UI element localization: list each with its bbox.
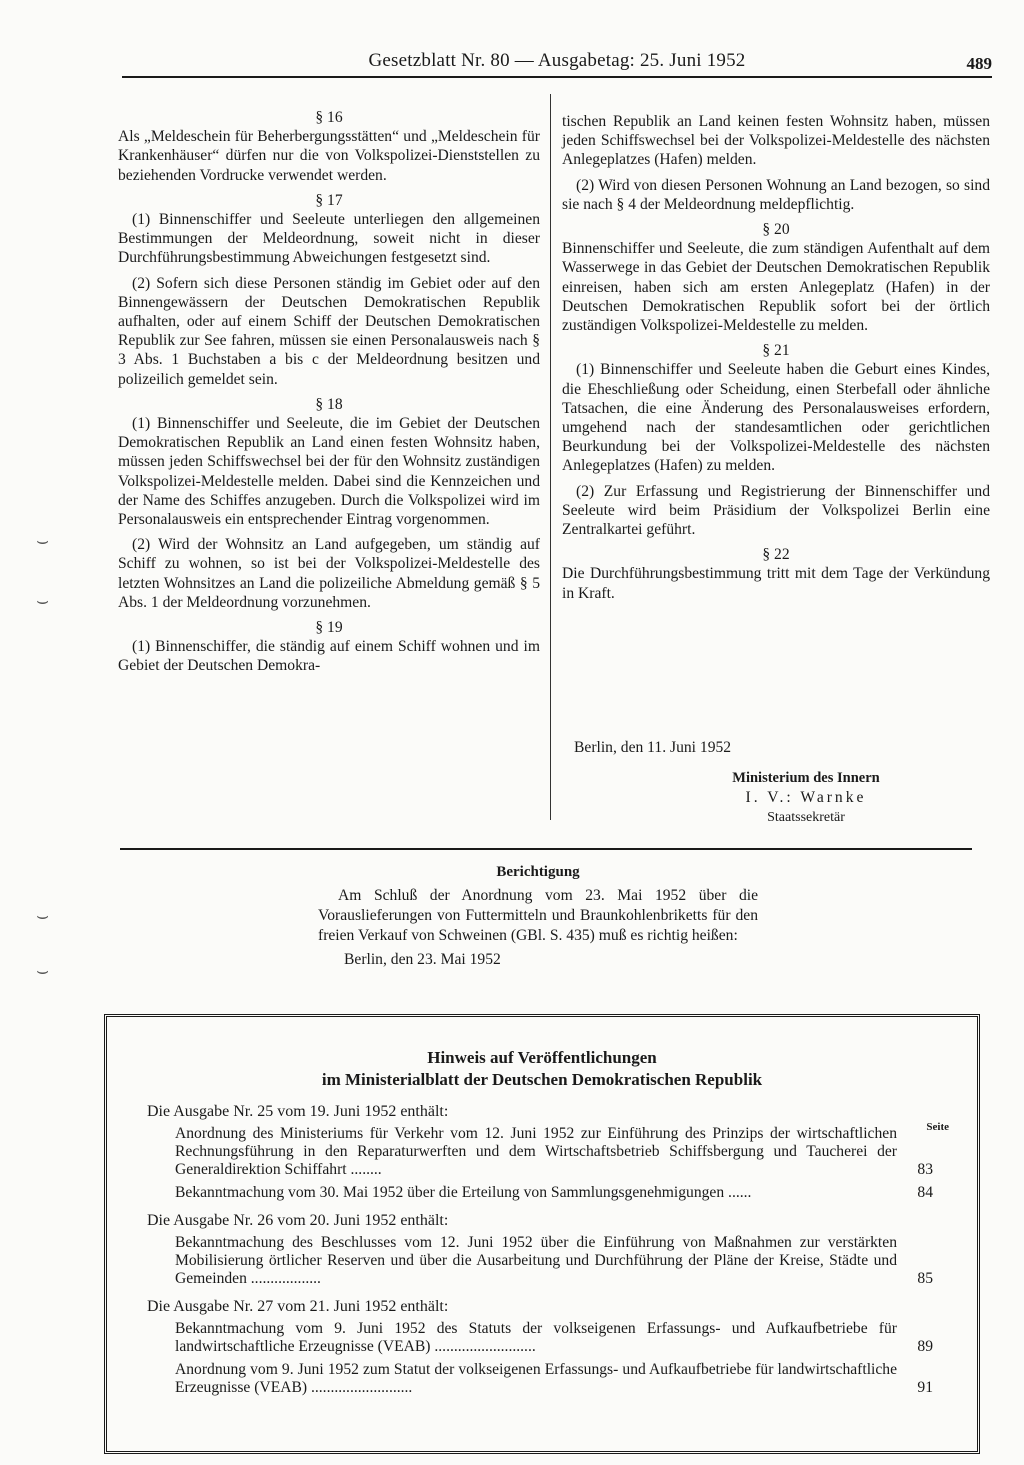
paragraph: Binnenschiffer und Seeleute, die zum ständigen Aufenthalt auf dem Wasserwege in das Gebiet der Deutschen Demokratischen Republik einreisen, haben sich am ersten Anlegeplatz (Hafen) in der Deutschen Demokratischen Republik sofort bei der örtlich zuständigen Volkspolizei-Meldestelle zu melden. bbox=[562, 240, 990, 335]
list-item bbox=[175, 1184, 933, 1202]
issue-block bbox=[147, 1212, 933, 1288]
entry-text: Bekanntmachung des Beschlusses vom 12. Juni 1952 über die Einführung von Maßnahmen zur verstärkten Mobilisierung örtlicher Reserven und über die Ausarbeitung und Durchführung der Pläne der Kreise, Städte und Gemeinden .................. bbox=[175, 1234, 897, 1287]
entry-text: Anordnung vom 9. Juni 1952 zum Statut der volkseigenen Erfassungs- und Aufkaufbetriebe für landwirtschaftliche Erzeugnisse (VEAB) .......................... bbox=[175, 1361, 897, 1396]
paragraph: Die Durchführungsbestimmung tritt mit dem Tage der Verkündung in Kraft. bbox=[562, 565, 990, 602]
seite-label: Seite bbox=[926, 1121, 949, 1133]
section-title: § 20 bbox=[762, 221, 790, 239]
entry-page: 83 bbox=[917, 1161, 933, 1178]
column-divider bbox=[550, 94, 551, 820]
entry-text: Bekanntmachung vom 9. Juni 1952 des Statuts der volkseigenen Erfassungs- und Aufkaufbetriebe für landwirtschaftliche Erzeugnisse (VEAB) .......................... bbox=[175, 1320, 897, 1355]
paragraph: (1) Binnenschiffer und Seeleute unterliegen den allgemeinen Bestimmungen der Meldeordnung, soweit nicht in dieser Durchführungsbestimmung Abweichungen festgesetzt sind. bbox=[118, 211, 540, 267]
right-column bbox=[562, 112, 990, 609]
section-title: § 22 bbox=[762, 546, 790, 564]
paragraph: (1) Binnenschiffer und Seeleute, die im Gebiet der Deutschen Demokratischen Republik an Land einen festen Wohnsitz haben, müssen jeden Schiffswechsel bei der für den Wohnsitz zuständigen Volkspolizei-Meldestelle melden. Dabei sind die Kennzeichen und der Name des Schiffes anzugeben. Durch die Volkspolizei wird im Personalausweis ein entsprechender Eintrag vorgenommen. bbox=[118, 415, 540, 529]
paragraph: (1) Binnenschiffer und Seeleute haben die Geburt eines Kindes, die Eheschließung oder Scheidung, einen Sterbefall oder ähnliche Tatsachen, die eine Änderung des Personalausweises erfordern, umgehend nach der standesamtlichen oder gerichtlichen Beurkundung bei der Volkspolizei-Meldestelle des nächsten Anlegeplatzes (Hafen) zu melden. bbox=[562, 361, 990, 475]
correction-notice bbox=[318, 862, 758, 970]
entry-page: 85 bbox=[917, 1270, 933, 1287]
correction-body: Am Schluß der Anordnung vom 23. Mai 1952 über die Vorauslieferungen von Futtermitteln und Braunkohlenbriketts für den freien Verkauf von Schweinen (GBl. S. 435) muß es richtig heißen: bbox=[318, 887, 758, 944]
notice-title bbox=[107, 1047, 977, 1091]
margin-mark: ⌣ bbox=[36, 905, 50, 927]
signature-block bbox=[562, 738, 990, 828]
section-title: § 18 bbox=[315, 395, 343, 413]
header-title: Gesetzblatt Nr. 80 — Ausgabetag: 25. Juni 1952 bbox=[368, 50, 746, 71]
paragraph: (2) Sofern sich diese Personen ständig im Gebiet oder auf den Binnengewässern der Deutschen Demokratischen Republik aufhalten, oder auf einem Schiff der Deutschen Demokratischen Republik zur See fahren, müssen sie einen Personalausweis nach § 3 Abs. 1 Buchstaben a bis c der Meldeordnung besitzen und polizeilich gemeldet sein. bbox=[118, 274, 540, 388]
signature-ministry: Ministerium des Innern bbox=[732, 770, 880, 786]
list-item bbox=[175, 1125, 933, 1179]
page-header bbox=[122, 50, 992, 82]
left-column bbox=[118, 104, 540, 682]
issue-block bbox=[147, 1298, 933, 1397]
signature-date: Berlin, den 11. Juni 1952 bbox=[574, 739, 732, 756]
paragraph: (2) Wird von diesen Personen Wohnung an Land bezogen, so sind sie nach § 4 der Meldeordnung meldepflichtig. bbox=[562, 176, 990, 213]
signature-rank: Staatssekretär bbox=[767, 810, 845, 825]
section-title: § 19 bbox=[315, 619, 343, 637]
publications-notice-box bbox=[104, 1014, 980, 1454]
paragraph: (2) Zur Erfassung und Registrierung der Binnenschiffer und Seeleute wird beim Präsidium der Volkspolizei Berlin eine Zentralkartei geführt. bbox=[562, 482, 990, 539]
list-item bbox=[175, 1234, 933, 1288]
paragraph: (1) Binnenschiffer, die ständig auf einem Schiff wohnen und im Gebiet der Deutschen Demokra- bbox=[118, 638, 540, 675]
section-rule bbox=[120, 848, 972, 850]
section-title: § 16 bbox=[315, 109, 343, 126]
entry-text: Bekanntmachung vom 30. Mai 1952 über die Erteilung von Sammlungsgenehmigungen ...... bbox=[175, 1184, 752, 1201]
correction-date: Berlin, den 23. Mai 1952 bbox=[344, 951, 501, 968]
section-title: § 21 bbox=[762, 342, 790, 360]
entry-page: 89 bbox=[917, 1338, 933, 1355]
paragraph: tischen Republik an Land keinen festen Wohnsitz haben, müssen jeden Schiffswechsel bei der Volkspolizei-Meldestelle des nächsten Anlegeplatzes (Hafen) melden. bbox=[562, 113, 990, 169]
header-rule bbox=[122, 76, 992, 78]
page-number: 489 bbox=[966, 54, 992, 73]
margin-mark: ⌣ bbox=[36, 960, 50, 982]
entry-page: 91 bbox=[917, 1379, 933, 1396]
notice-content bbox=[147, 1103, 933, 1407]
paragraph: Als „Meldeschein für Beherbergungsstätten“ und „Meldeschein für Krankenhäuser“ dürfen nur die von Volkspolizei-Dienststellen zu beziehenden Vordrucke verwendet werden. bbox=[118, 128, 540, 184]
margin-mark: ⌣ bbox=[36, 590, 50, 612]
entry-text: Anordnung des Ministeriums für Verkehr vom 12. Juni 1952 zur Einführung des Prinzips der wirtschaftlichen Rechnungsführung in den Reparaturwerften und dem Wirtschaftsbetrieb Schiffsbergung und Taucherei der Generaldirektion Schiffahrt ........ bbox=[175, 1125, 897, 1178]
section-title: § 17 bbox=[315, 191, 343, 209]
issue-heading: Die Ausgabe Nr. 25 vom 19. Juni 1952 enthält: bbox=[147, 1103, 449, 1120]
notice-title-line-1: Hinweis auf Veröffentlichungen bbox=[427, 1048, 657, 1067]
margin-mark: ⌣ bbox=[36, 530, 50, 552]
entry-page: 84 bbox=[917, 1184, 933, 1201]
issue-heading: Die Ausgabe Nr. 27 vom 21. Juni 1952 enthält: bbox=[147, 1298, 449, 1315]
list-item bbox=[175, 1361, 933, 1397]
issue-block bbox=[147, 1103, 933, 1202]
signature-name: I. V.: Warnke bbox=[745, 789, 867, 806]
list-item bbox=[175, 1320, 933, 1356]
issue-heading: Die Ausgabe Nr. 26 vom 20. Juni 1952 enthält: bbox=[147, 1212, 449, 1229]
paragraph: (2) Wird der Wohnsitz an Land aufgegeben, um ständig auf Schiff zu wohnen, so ist bei der Volkspolizei-Meldestelle des letzten Wohnsitzes an Land die polizeiliche Abmeldung gemäß § 5 Abs. 1 der Meldeordnung vorzunehmen. bbox=[118, 536, 540, 611]
notice-title-line-2: im Ministerialblatt der Deutschen Demokratischen Republik bbox=[321, 1070, 763, 1089]
correction-title: Berichtigung bbox=[496, 864, 580, 880]
